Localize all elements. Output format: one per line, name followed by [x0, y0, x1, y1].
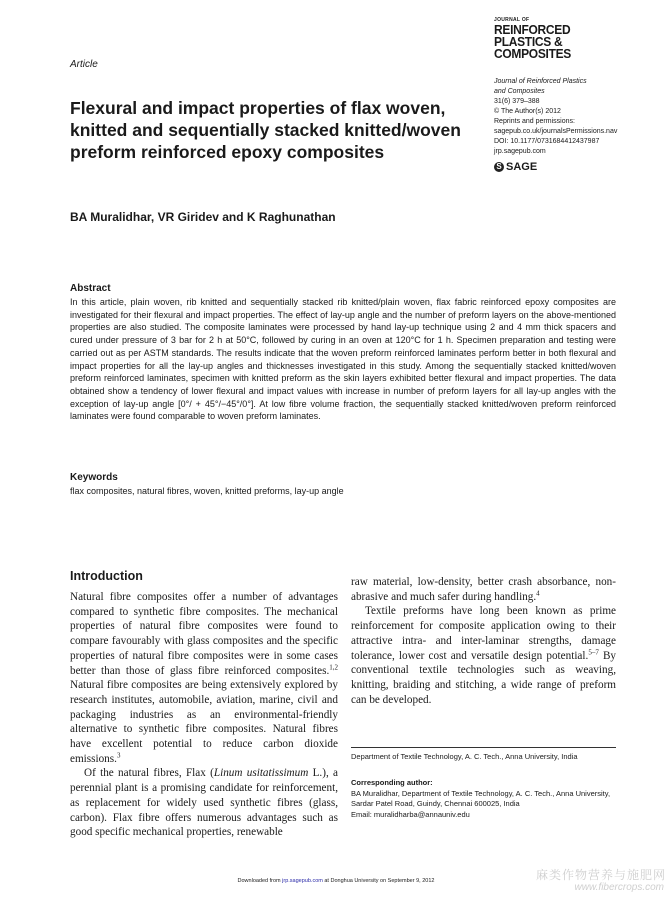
reprints-label: Reprints and permissions:	[494, 118, 575, 125]
species-name: Linum usitatissimum	[213, 767, 309, 780]
corresponding-heading: Corresponding author:	[351, 778, 433, 787]
sage-logo	[494, 161, 537, 173]
journal-name-line1: Journal of Reinforced Plastics	[494, 78, 587, 85]
publisher-name: SAGE	[506, 161, 538, 173]
article-title: Flexural and impact properties of flax woven, knitted and sequentially stacked knitted/woven preform reinforced epoxy composites	[70, 98, 461, 162]
download-footer: Downloaded from jrp.sagepub.com at Donghua University on September 9, 2012	[237, 878, 435, 884]
sage-mark-icon: S	[494, 162, 504, 172]
doi[interactable]: DOI: 10.1177/0731684412437987	[494, 138, 600, 145]
abstract-text: In this article, plain woven, rib knitted and sequentially stacked rib knitted/plain woven, flax fabric reinforced epoxy composites are investigated for their flexural and impact properties. The effect of lay-up angle and the number of preform layers on the above-mentioned properties are also studied. The composite laminates were processed by hand lay-up technique using 2 and 4 mm thick spacers and cured under pressure of 3 bar for 2 h at 50°C, followed by curing in an oven at 120°C for 1 h. Specimen preparation and testing were carried out as per ASTM standards. The results indicate that the woven preform reinforced laminates perform better in both flexural and impact properties for all the lay-up angles and thicknesses investigated in this study. Among the sequentially stacked knitted/woven preform reinforced laminates, specimen with knitted preform as the skin layers exhibited better flexural and impact properties. The data obtained show a tendency of lower flexural and impact values with increase in number of preform layers for all lay-up angles with the exception of lay-up angle [0°/ + 45°/−45°/0°]. At low fibre volume fraction, the sequentially stacked knitted/woven preform reinforced laminates were found comparable to woven preform laminates.	[70, 297, 616, 422]
permissions-link[interactable]: sagepub.co.uk/journalsPermissions.nav	[494, 128, 618, 135]
journal-logo	[494, 17, 572, 62]
keywords-text: flax composites, natural fibres, woven, knitted preforms, lay-up angle	[70, 486, 344, 496]
journal-info	[494, 77, 664, 157]
body-column-right	[351, 575, 616, 707]
citation-ref[interactable]: 4	[536, 588, 540, 597]
paragraph-2-continued: raw material, low-density, better crash absorbance, non-abrasive and much safer during handling.$^4$	[351, 576, 616, 603]
watermark-url: www.fibercrops.com	[574, 882, 664, 893]
corresponding-email[interactable]: Email: muralidharba@annauniv.edu	[351, 809, 470, 819]
citation-ref[interactable]: 1,2	[329, 662, 338, 671]
paragraph-1: Natural fibre composites offer a number of advantages compared to synthetic fibre composites. The mechanical properties of natural fibre composites were found to compare favourably with glass composites and the specific properties of natural fibre composites were in some cases better than those of glass fibre reinforced composites.$^{1,2}$ Natural fibre composites are being extensively explored by research institutes, automobile, aviation, marine, civil and packaging industries as an environmental-friendly alternative to synthetic fibre composites. Natural fibres have excellent potential to reduce carbon dioxide emissions.$^3$	[70, 591, 338, 765]
citation-ref[interactable]: 3	[116, 751, 121, 759]
article-type: Article	[70, 59, 98, 70]
journal-logo-line3: COMPOSITES	[494, 45, 572, 62]
citation-ref[interactable]: 5–7	[588, 647, 599, 656]
journal-logo-line2: PLASTICS &	[494, 33, 563, 50]
corresponding-author	[351, 778, 621, 820]
footnote-divider	[351, 747, 616, 748]
copyright: © The Author(s) 2012	[494, 108, 561, 115]
journal-volume: 31(6) 379–388	[494, 98, 540, 105]
journal-url[interactable]: jrp.sagepub.com	[494, 148, 546, 155]
abstract-heading: Abstract	[70, 283, 111, 294]
body-column-left	[70, 590, 338, 840]
corresponding-address: BA Muralidhar, Department of Textile Technology, A. C. Tech., Anna University, Sardar Patel Road, Guindy, Chennai 600025, India	[351, 788, 611, 808]
journal-logo-line1: REINFORCED	[494, 21, 571, 38]
journal-name-line2: and Composites	[494, 88, 545, 95]
affiliation: Department of Textile Technology, A. C. Tech., Anna University, India	[351, 752, 578, 761]
watermark-chinese: 麻类作物营养与施肥网	[535, 868, 666, 882]
authors: BA Muralidhar, VR Giridev and K Raghunathan	[70, 210, 336, 224]
footer-link[interactable]: jrp.sagepub.com	[282, 878, 323, 884]
keywords-heading: Keywords	[70, 472, 118, 483]
paragraph-2: Of the natural fibres, Flax (Linum usitatissimum L.), a perennial plant is a promising candidate for reinforcement, as replacement for widely used synthetic fibres (glass, carbon). Flax fibre offers numerous advantages such as good specific mechanical properties, renewable	[70, 767, 339, 839]
paragraph-3: Textile preforms have long been known as prime reinforcement for composite application owing to their attractive intra- and inter-laminar strengths, damage tolerance, lower cost and versatile design potential.$^{5-7}$ By conventional textile technologies such as weaving, knitting, braiding and stitching, a wide range of preform can be developed.	[351, 605, 617, 706]
journal-logo-small: JOURNAL OF	[494, 17, 530, 23]
introduction-heading: Introduction	[70, 569, 143, 583]
